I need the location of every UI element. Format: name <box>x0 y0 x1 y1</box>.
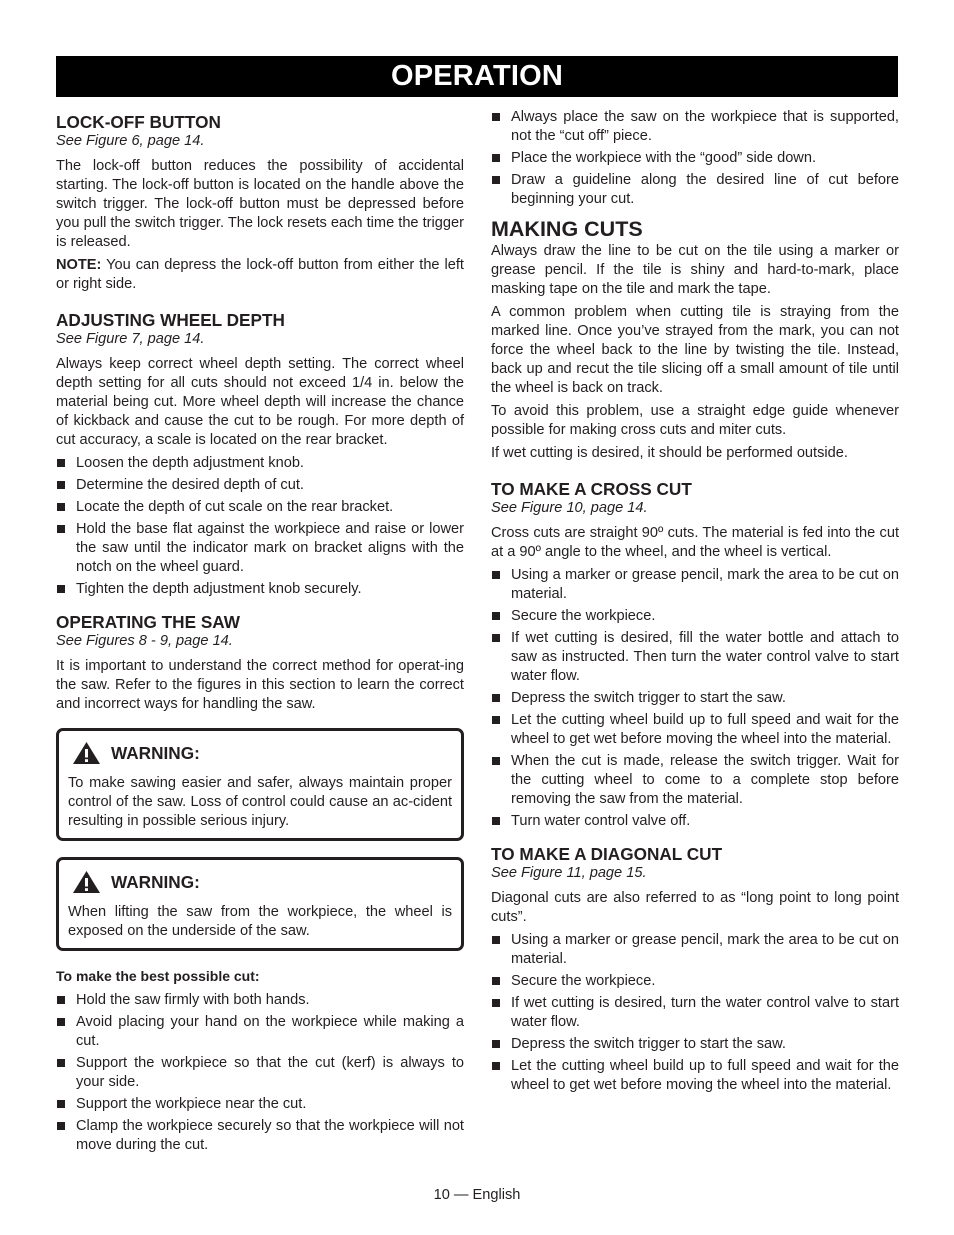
left-column <box>56 112 464 1159</box>
list-item: Let the cutting wheel build up to full speed and wait for the wheel to get wet before moving the wheel into the material. <box>491 711 899 749</box>
list-item: If wet cutting is desired, fill the water bottle and attach to saw as instructed. Then turn the water control valve to start water flow. <box>491 629 899 686</box>
page-footer: 10 — English <box>433 1187 521 1203</box>
cross-cut-steps <box>491 566 899 831</box>
cross-cut-heading: TO MAKE A CROSS CUT <box>491 479 692 499</box>
list-item: Draw a guideline along the desired line of cut before beginning your cut. <box>491 171 899 209</box>
warning-text: To make sawing easier and safer, always maintain proper control of the saw. Loss of control could cause an ac-cident resulting in possible serious injury. <box>68 775 452 829</box>
list-item: Depress the switch trigger to start the saw. <box>491 1035 899 1054</box>
list-item: Secure the workpiece. <box>491 972 899 991</box>
depth-steps <box>56 454 464 599</box>
list-item: Locate the depth of cut scale on the rear bracket. <box>56 498 464 517</box>
warning-title: WARNING: <box>111 743 200 763</box>
diagonal-cut-figure-ref: See Figure 11, page 15. <box>491 865 647 881</box>
list-item: Using a marker or grease pencil, mark the area to be cut on material. <box>491 566 899 604</box>
depth-heading: ADJUSTING WHEEL DEPTH <box>56 310 285 330</box>
list-item: Determine the desired depth of cut. <box>56 476 464 495</box>
list-item: Hold the base flat against the workpiece and raise or lower the saw until the indicator mark on bracket aligns with the notch on the wheel guard. <box>56 520 464 577</box>
list-item: Hold the saw firmly with both hands. <box>56 991 464 1010</box>
cross-cut-paragraph: Cross cuts are straight 90º cuts. The material is fed into the cut at a 90º angle to the wheel, and the wheel is vertical. <box>491 525 899 560</box>
list-item: Always place the saw on the workpiece that is supported, not the “cut off” piece. <box>491 108 899 146</box>
list-item: Place the workpiece with the “good” side down. <box>491 149 899 168</box>
making-paragraph: A common problem when cutting tile is straying from the marked line. Once you’ve strayed from the mark, you can not force the wheel back to the line by twisting the tile. Instead, back up and recut the tile slicing off a small amount of tile until the wheel is back on track. <box>491 304 899 396</box>
list-item: Clamp the workpiece securely so that the workpiece will not move during the cut. <box>56 1117 464 1155</box>
diagonal-cut-steps <box>491 931 899 1095</box>
best-cut-list <box>56 991 464 1155</box>
making-paragraph: To avoid this problem, use a straight edge guide whenever possible for making cross cuts and miter cuts. <box>491 403 899 438</box>
best-cut-heading: To make the best possible cut: <box>56 968 260 984</box>
list-item: When the cut is made, release the switch trigger. Wait for the cutting wheel to come to a complete stop before removing the saw from the material. <box>491 752 899 809</box>
depth-paragraph: Always keep correct wheel depth setting. The correct wheel depth setting for all cuts should not exceed 1/4 in. below the material being cut. More wheel depth will increase the chance of kickback and cause the cut to be rough. For more depth of cut accuracy, a scale is located on the rear bracket. <box>56 356 464 448</box>
cross-cut-figure-ref: See Figure 10, page 14. <box>491 500 648 516</box>
lockoff-note <box>56 256 464 294</box>
note-label: NOTE: <box>56 257 102 273</box>
note-text: You can depress the lock-off button from either the left or right side. <box>56 257 464 292</box>
warning-text: When lifting the saw from the workpiece, the wheel is exposed on the underside of the saw. <box>68 904 452 939</box>
diagonal-cut-paragraph: Diagonal cuts are also referred to as “long point to long point cuts”. <box>491 890 899 925</box>
right-column <box>491 108 899 1099</box>
list-item: Support the workpiece so that the cut (kerf) is always to your side. <box>56 1054 464 1092</box>
list-item: Tighten the depth adjustment knob securely. <box>56 580 464 599</box>
operating-heading: OPERATING THE SAW <box>56 612 240 632</box>
warning-triangle-icon <box>72 870 101 894</box>
lockoff-figure-ref: See Figure 6, page 14. <box>56 133 205 149</box>
making-paragraph: Always draw the line to be cut on the tile using a marker or grease pencil. If the tile is shiny and hard-to-mark, place masking tape on the tile and mark the tape. <box>491 243 899 297</box>
warning-triangle-icon <box>72 741 101 765</box>
support-list <box>491 108 899 209</box>
list-item: Secure the workpiece. <box>491 607 899 626</box>
warning-title: WARNING: <box>111 872 200 892</box>
list-item: If wet cutting is desired, turn the water control valve to start water flow. <box>491 994 899 1032</box>
list-item: Let the cutting wheel build up to full speed and wait for the wheel to get wet before moving the wheel into the material. <box>491 1057 899 1095</box>
operating-paragraph: It is important to understand the correct method for operat-ing the saw. Refer to the figures in this section to learn the correct and incorrect ways for handling the saw. <box>56 658 464 712</box>
depth-figure-ref: See Figure 7, page 14. <box>56 331 205 347</box>
diagonal-cut-heading: TO MAKE A DIAGONAL CUT <box>491 844 723 864</box>
lockoff-paragraph: The lock-off button reduces the possibility of accidental starting. The lock-off button is located on the handle above the switch trigger. The lock-off button must be depressed before you pull the switch trigger. The lock resets each time the trigger is released. <box>56 158 464 250</box>
lockoff-heading: LOCK-OFF BUTTON <box>56 112 221 132</box>
list-item: Avoid placing your hand on the workpiece while making a cut. <box>56 1013 464 1051</box>
list-item: Support the workpiece near the cut. <box>56 1095 464 1114</box>
warning-box <box>56 728 464 841</box>
making-cuts-heading: MAKING CUTS <box>491 217 643 241</box>
list-item: Turn water control valve off. <box>491 812 899 831</box>
list-item: Using a marker or grease pencil, mark the area to be cut on material. <box>491 931 899 969</box>
warning-box <box>56 857 464 951</box>
page-title: OPERATION <box>56 56 898 97</box>
list-item: Loosen the depth adjustment knob. <box>56 454 464 473</box>
making-paragraph: If wet cutting is desired, it should be performed outside. <box>491 445 848 461</box>
operating-figure-ref: See Figures 8 - 9, page 14. <box>56 633 233 649</box>
list-item: Depress the switch trigger to start the saw. <box>491 689 899 708</box>
